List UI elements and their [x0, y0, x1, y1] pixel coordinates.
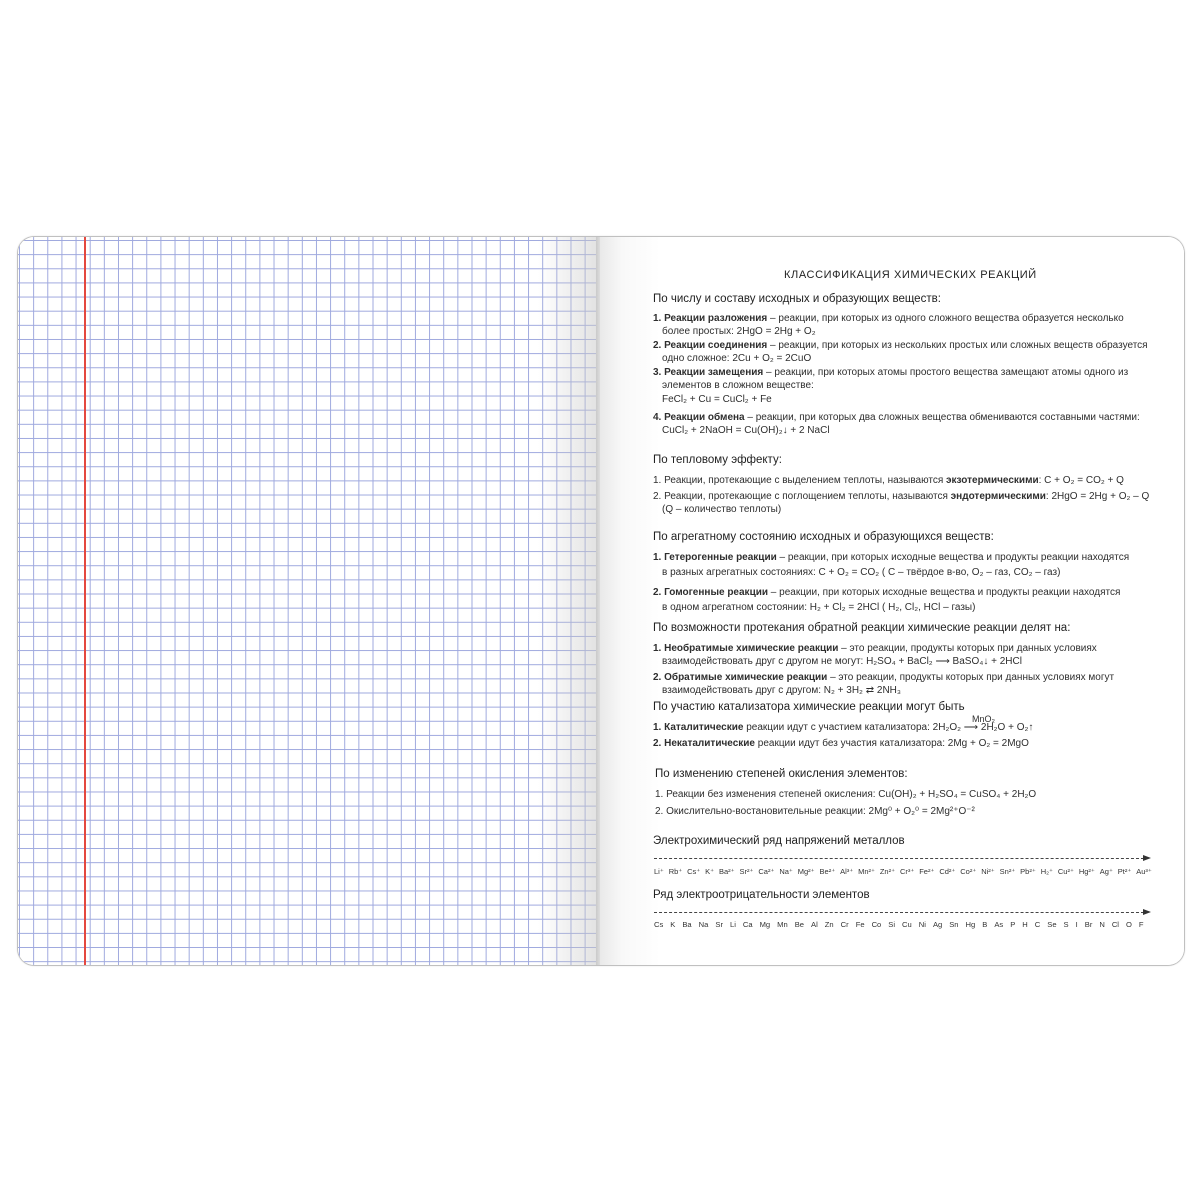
item-text: – реакции, при которых атомы простого вещества замещают атомы одного из [763, 367, 1129, 378]
series-element: B [982, 920, 988, 929]
reference-page [600, 237, 1184, 965]
series-element: Si [888, 920, 896, 929]
series-element: Na⁺ [779, 867, 793, 876]
item-line: взаимодействовать друг с другом: N₂ + 3H₂ ⇄ 2NH₃ [662, 685, 901, 696]
list-item [653, 412, 1140, 424]
list-item [653, 672, 1114, 684]
series-element: Na [698, 920, 709, 929]
series-element: Cr [840, 920, 849, 929]
term: 1. Необратимые химические реакции [653, 643, 839, 654]
section-heading-state: По агрегатному состоянию исходных и образующихся веществ: [653, 531, 994, 543]
series-element: Pb²⁺ [1020, 867, 1036, 876]
item-line: (Q – количество теплоты) [662, 504, 782, 515]
item-text: – реакции, при которых исходные вещества и продукты реакции находятся [776, 552, 1130, 563]
list-item [653, 340, 1148, 352]
list-item [653, 738, 1029, 750]
item-line: в одном агрегатном состоянии: H₂ + Cl₂ = 2HCl ( H₂, Cl₂, HCl – газы) [662, 602, 976, 613]
grid-page [18, 237, 600, 965]
series-element: Sr²⁺ [739, 867, 754, 876]
term: 2. Гомогенные реакции [653, 587, 769, 598]
section-heading-oxidation: По изменению степеней окисления элементов: [655, 768, 908, 780]
item-text: 1. Реакции, протекающие с выделением теплоты, называются [653, 475, 947, 486]
series-element: Li⁺ [654, 867, 664, 876]
series-element: Ag⁺ [1099, 867, 1113, 876]
series-element: Zn [824, 920, 834, 929]
item-text: – это реакции, продукты которых при данных условиях [838, 643, 1097, 654]
series-element: Mn [777, 920, 788, 929]
term: 1. Каталитические [653, 722, 744, 733]
series-element: Ni [918, 920, 926, 929]
series-element: Al [811, 920, 818, 929]
electronegativity-row [654, 920, 1144, 929]
series-element: N [1099, 920, 1105, 929]
series-element: H [1022, 920, 1028, 929]
item-line: одно сложное: 2Cu + O₂ = 2CuO [662, 353, 812, 364]
list-item [653, 722, 1033, 734]
item-text: реакции идут без участия катализатора: 2Mg + O₂ = 2MgO [754, 738, 1029, 749]
term: 2. Некаталитические [653, 738, 755, 749]
series-element: Pt²⁺ [1117, 867, 1132, 876]
term: 1. Гетерогенные реакции [653, 552, 777, 563]
series-element: Mg [759, 920, 771, 929]
item-text: – это реакции, продукты которых при данных условиях могут [827, 672, 1115, 683]
series-element: P [1010, 920, 1016, 929]
list-item [653, 587, 1120, 599]
item-text: : C + O₂ = CO₂ + Q [1038, 475, 1124, 486]
series-element: Sr [715, 920, 723, 929]
series-element: Cs⁺ [687, 867, 701, 876]
item-text: – реакции, при которых два сложных вещества обмениваются составными частями: [744, 412, 1140, 423]
series-element: Hg²⁺ [1078, 867, 1095, 876]
series-element: S [1063, 920, 1069, 929]
metal-series-row [654, 867, 1152, 876]
term: экзотермическими [946, 475, 1039, 486]
series-element: Ni²⁺ [981, 867, 995, 876]
term: эндотермическими [950, 491, 1046, 502]
section-heading-thermal: По тепловому эффекту: [653, 454, 782, 466]
item-text: – реакции, при которых исходные вещества и продукты реакции находятся [768, 587, 1121, 598]
list-item [653, 313, 1124, 325]
series-element: K⁺ [705, 867, 715, 876]
series-element: K [670, 920, 676, 929]
series-element: Mg²⁺ [797, 867, 815, 876]
item-line: в разных агрегатных состояниях: C + O₂ = CO₂ ( C – твёрдое в-во, O₂ – газ, CO₂ – газ) [662, 567, 1061, 578]
series-element: Sn²⁺ [999, 867, 1016, 876]
series-element: Be [794, 920, 805, 929]
series-element: Co [871, 920, 882, 929]
catalyst-label: MnO₂ [972, 714, 995, 724]
series-element: Hg [965, 920, 976, 929]
item-line: взаимодействовать друг с другом не могут: H₂SO₄ + BaCl₂ ⟶ BaSO₄↓ + 2HCl [662, 656, 1022, 667]
term: 1. Реакции разложения [653, 313, 768, 324]
term: 4. Реакции обмена [653, 412, 745, 423]
section-heading-metal-series: Электрохимический ряд напряжений металлов [653, 835, 905, 847]
series-element: Li [729, 920, 736, 929]
item-line: элементов в сложном веществе: [662, 380, 814, 391]
series-element: Al³⁺ [840, 867, 854, 876]
series-element: H₂⁺ [1040, 867, 1053, 876]
series-element: C [1034, 920, 1041, 929]
series-element: Fe²⁺ [919, 867, 935, 876]
series-element: Ca [742, 920, 753, 929]
series-element: Se [1047, 920, 1057, 929]
page-title: КЛАССИФИКАЦИЯ ХИМИЧЕСКИХ РЕАКЦИЙ [784, 269, 1037, 281]
series-element: I [1075, 920, 1078, 929]
series-element: Ba [682, 920, 692, 929]
term: 3. Реакции замещения [653, 367, 764, 378]
series-element: Co²⁺ [960, 867, 977, 876]
item-line: CuCl₂ + 2NaOH = Cu(OH)₂↓ + 2 NaCl [662, 425, 830, 436]
section-heading-reversibility: По возможности протекания обратной реакции химические реакции делят на: [653, 622, 1071, 634]
series-element: Mn²⁺ [858, 867, 875, 876]
term: 2. Обратимые химические реакции [653, 672, 828, 683]
series-element: Sn [949, 920, 959, 929]
metal-series-arrow [654, 858, 1144, 859]
list-item [653, 643, 1097, 655]
section-heading-electronegativity: Ряд электроотрицательности элементов [653, 889, 870, 901]
item-line: FeCl₂ + Cu = CuCl₂ + Fe [662, 394, 772, 405]
item-line: более простых: 2HgO = 2Hg + O₂ [662, 326, 816, 337]
item-text: – реакции, при которых из нескольких простых или сложных веществ образуется [767, 340, 1148, 351]
margin-line [84, 237, 86, 965]
item-text: 2. Реакции, протекающие с поглощением теплоты, называются [653, 491, 951, 502]
series-element: Cu²⁺ [1057, 867, 1074, 876]
series-element: Cu [902, 920, 912, 929]
series-element: Cl [1111, 920, 1119, 929]
series-element: As [994, 920, 1004, 929]
term: 2. Реакции соединения [653, 340, 768, 351]
series-element: Ca²⁺ [758, 867, 775, 876]
section-heading-composition: По числу и составу исходных и образующих веществ: [653, 293, 941, 305]
list-item [653, 367, 1128, 379]
series-element: Rb⁺ [668, 867, 683, 876]
series-element: Br [1084, 920, 1093, 929]
series-element: F [1138, 920, 1144, 929]
series-element: Be²⁺ [819, 867, 836, 876]
list-item [653, 552, 1129, 564]
list-item [653, 491, 1149, 503]
section-heading-catalyst: По участию катализатора химические реакции могут быть [653, 701, 965, 713]
series-element: O [1126, 920, 1132, 929]
series-element: Ba²⁺ [719, 867, 735, 876]
series-element: Cd²⁺ [939, 867, 956, 876]
series-element: Fe [855, 920, 865, 929]
list-item [653, 475, 1124, 487]
series-element: Cs [654, 920, 664, 929]
series-element: Zn²⁺ [879, 867, 896, 876]
series-element: Au³⁺ [1136, 867, 1152, 876]
series-element: Cr³⁺ [899, 867, 915, 876]
list-item: 2. Окислительно-востановительные реакции: 2Mg⁰ + O₂⁰ = 2Mg²⁺O⁻² [655, 806, 975, 817]
notebook-spread [18, 237, 1184, 965]
electronegativity-arrow [654, 912, 1144, 913]
item-text: реакции идут с участием катализатора: 2H₂O₂ ⟶ 2H₂O + O₂↑ [743, 722, 1034, 733]
item-text: : 2HgO = 2Hg + O₂ – Q [1045, 491, 1150, 502]
item-text: – реакции, при которых из одного сложного вещества образуется несколько [767, 313, 1124, 324]
list-item: 1. Реакции без изменения степеней окисления: Cu(OH)₂ + H₂SO₄ = CuSO₄ + 2H₂O [655, 789, 1037, 800]
series-element: Ag [932, 920, 943, 929]
